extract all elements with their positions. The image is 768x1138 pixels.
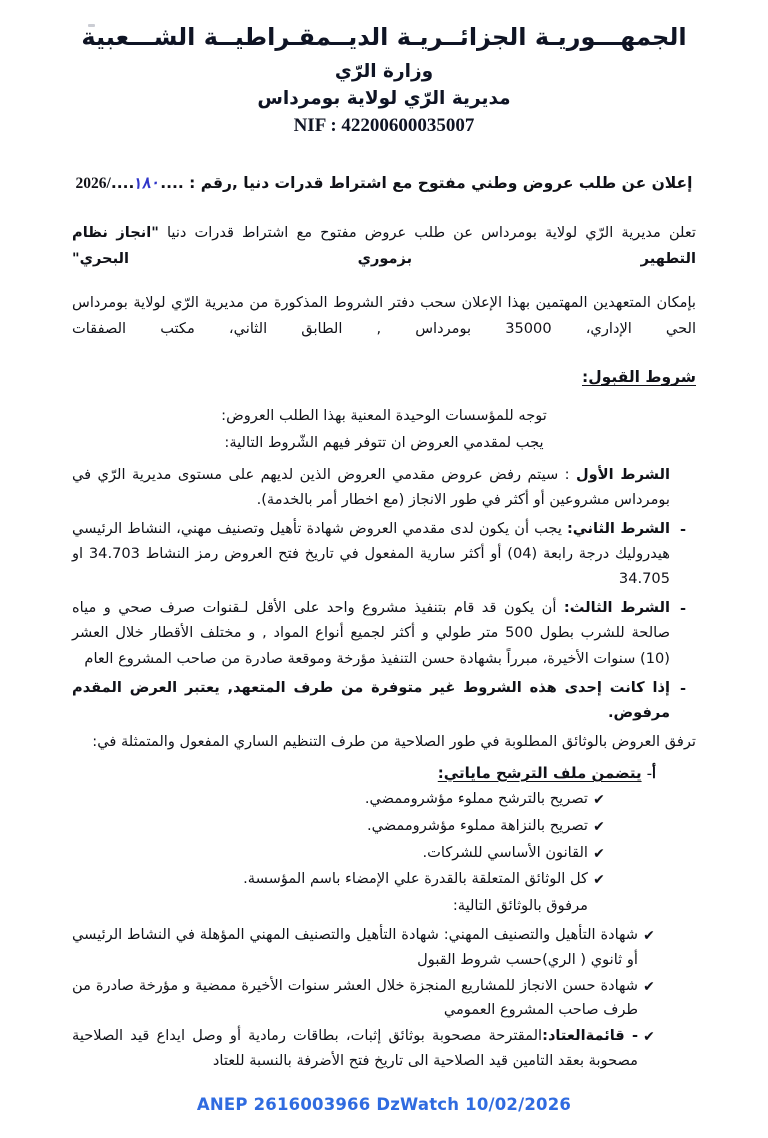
candidacy-heading-text: يتضمن ملف الترشح ماياتي: [437,763,642,782]
announcement-body-text: تعلن مديرية الرّي لولاية بومرداس عن طلب عروض مفتوح مع اشتراط قدرات دنيا [166,224,696,242]
check-icon: ✔ [593,845,605,862]
list-item [72,814,610,840]
condition-item-first [72,462,696,512]
condition-body-rejection-notice: إذا كانت إحدى هذه الشروط غير متوفرة من طرف المتعهد, يعتبر العرض المقدم مرفوض. [72,678,670,721]
list-item-label: القانون الأساسي للشركات. [422,843,588,861]
condition-text-wrapper [72,675,670,725]
acceptance-intro-line-1: توجه للمؤسسات الوحيدة المعنية بهذا الطلب العروض: [221,407,547,425]
condition-dash-bullet: - [679,600,687,618]
attachments-label: مرفوق بالوثائق التالية: [452,897,588,915]
header-nif: NIF : 42200600035007 [293,114,475,136]
check-icon: ✔ [643,927,655,944]
announcement-handwritten-number: ١٨٠ [133,174,162,194]
equipment-dash-bullet: - [631,1027,638,1045]
header-republic-title: الجمهـــوريـة الجزائــريـة الديــمقـراطيــة الشـــعبية [81,23,687,51]
withdrawal-line-1: بإمكان المتعهدين المهتمين بهذا الإعلان سحب دفتر الشروط المذكورة من مديرية الرّي لولاية [133,294,696,312]
condition-body-first: : سيتم رفض عروض مقدمي العروض الذين لديهم على مستوى مديرية الرّي في بومرداس مشروعين أو أكثر في طور الانجاز (مع اخطار أمر بالخدمة). [72,465,670,509]
list-item [72,974,660,1024]
check-icon: ✔ [643,978,655,995]
list-item [72,787,610,813]
withdrawal-line-2: بومرداس الحي الإداري، 35000 بومرداس , الطابق الثاني، مكتب الصفقات [72,294,697,338]
condition-label-first: الشرط الأول [575,465,670,483]
condition-text-wrapper [72,462,670,512]
list-item-label: شهادة حسن الانجاز للمشاريع المنجزة خلال العشر سنوات الأخيرة ممضية و مؤرخة صادرة من طرف صاحب المشروع العمومي [72,976,638,1019]
list-item-equipment [72,1024,660,1074]
header-ministry: وزارة الرّي [334,60,434,82]
announcement-project-name: "انجاز نظام التطهير بزموري البحري" [72,224,696,268]
equipment-text-wrapper [72,1024,638,1074]
attachments-document-list [72,923,696,1074]
condition-item-rejection-notice [72,675,696,725]
acceptance-intro-line-2: يجب لمقدمي العروض ان تتوفر فيهم الشّروط التالية: [224,434,544,452]
check-icon: ✔ [643,1029,655,1046]
list-item-label: شهادة التأهيل والتصنيف المهني: شهادة التأهيل والتصنيف المهني المؤهلة في النشاط الرئيسي أو ثانوي ( الري)حسب شروط القبول [72,925,638,968]
condition-body-second: يجب أن يكون لدى مقدمي العروض شهادة تأهيل وتصنيف مهني، النشاط الرئيسي هيدروليك درجة رابعة (04) أو أكثر سارية المفعول في تاريخ فتح العروض رمز النشاط 34.703 او 34.705 [72,520,670,588]
list-item-label: تصريح بالترشح مملوء مؤشروممضي. [364,789,588,807]
equipment-list-text: المقترحة مصحوبة بوثائق إثبات، بطاقات رمادية أو وصل ايداع قيد الصلاحية مصحوبة بعقد التامين قيد الصلاحية الى تاريخ فتح الأضرفة بالنسبة للعتاد [72,1027,638,1069]
list-item-label: تصريح بالنزاهة مملوء مؤشروممضي. [366,816,588,834]
withdrawal-paragraph [72,290,696,342]
list-item [72,841,610,867]
announcement-year: /2026 [75,175,111,193]
announcement-title [72,172,696,196]
condition-body-third: أن يكون قد قام بتنفيذ مشروع واحد على الأقل لـقنوات صرف صحي و مياه صالحة للشرب بطول 500 متر طولي و أكثر لجميع أنواع المواد , و مختلف الأقطار خلال العشر (10) سنوات الأخيرة، مبرراً بشهادة حسن التنفيذ مؤرخة وموقعة صادرة من صاحب المشروع العام [72,599,670,667]
condition-dash-bullet: - [679,679,687,697]
condition-text-wrapper [72,595,670,670]
attachment-intro-paragraph: ترفق العروض بالوثائق المطلوبة في طور الصلاحية من طرف التنظيم الساري المفعول والمتمثلة في: [92,732,696,750]
condition-item-third [72,595,696,670]
anep-footer-reference: ANEP 2616003966 DzWatch 10/02/2026 [196,1095,572,1114]
document-header [72,22,696,138]
condition-item-second [72,516,696,591]
list-item [72,867,610,893]
condition-label-third: الشرط الثالث: [563,599,670,617]
check-icon: ✔ [593,791,605,808]
announcement-title-prefix: إعلان عن طلب عروض وطني مفتوح مع اشتراط قدرات دنيا ,رقم : .... [160,174,693,193]
list-item-label: كل الوثائق المتعلقة بالقدرة علي الإمضاء باسم المؤسسة. [243,870,588,888]
announcement-dots: .... [110,174,135,193]
acceptance-conditions-heading: شروط القبول: [582,368,696,387]
candidacy-file-heading [72,764,696,783]
condition-dash-bullet: - [679,521,687,539]
condition-label-second: الشرط الثاني: [566,520,670,538]
check-icon: ✔ [593,872,605,889]
list-item [72,923,660,973]
equipment-list-label: قائمةالعتاد: [542,1027,625,1045]
candidacy-document-list [72,787,696,893]
check-icon: ✔ [593,818,605,835]
candidacy-marker: أ- [646,765,656,782]
condition-dash-bullet [670,462,696,463]
condition-text-wrapper [72,516,670,591]
header-directorate: مديرية الرّي لولاية بومرداس [257,87,511,109]
announcement-body-paragraph [72,220,696,272]
